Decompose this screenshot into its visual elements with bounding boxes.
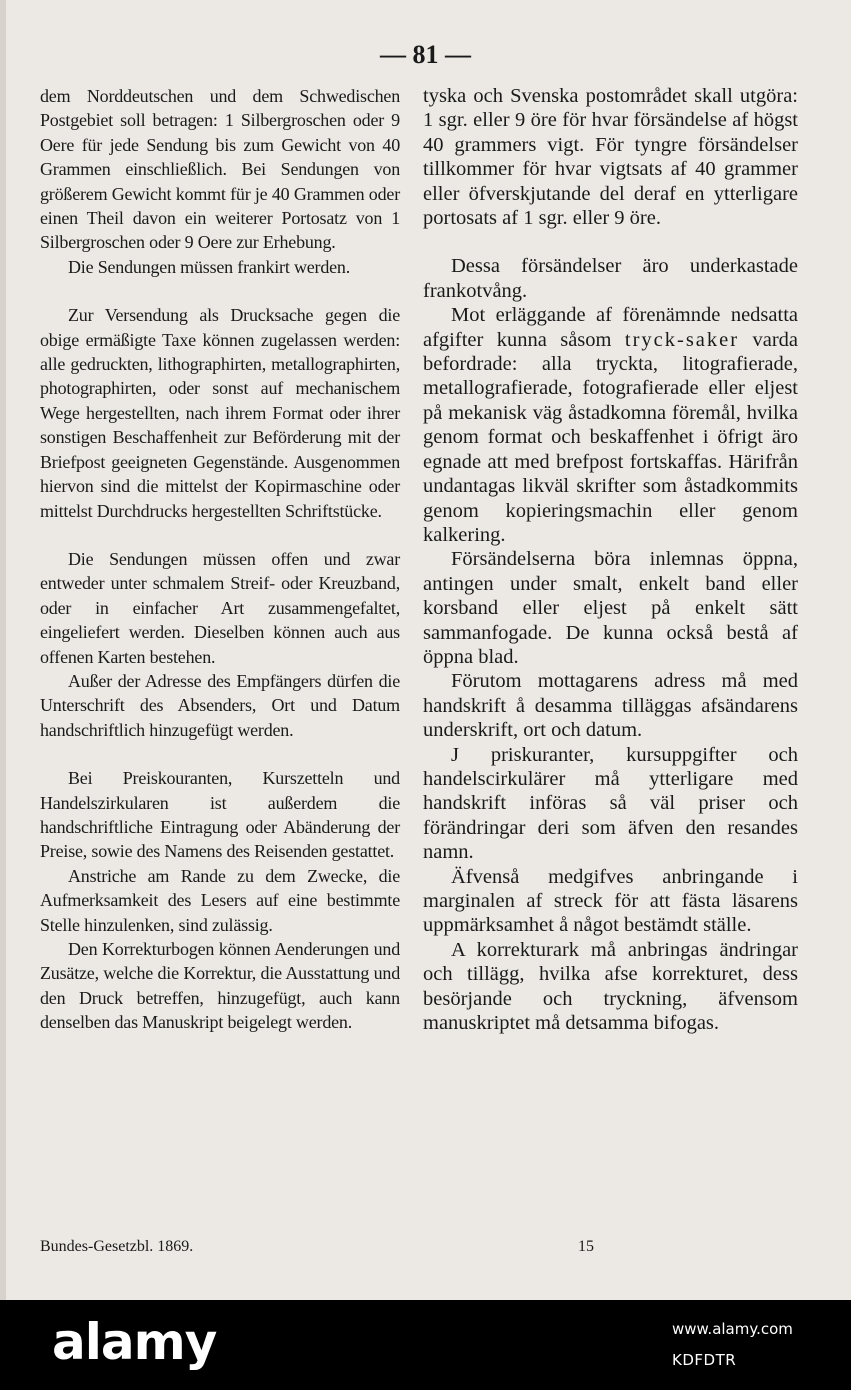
emphasized-term: tryck-saker (624, 328, 740, 351)
paragraph (423, 303, 798, 547)
footer-sheet-number: 15 (578, 1238, 594, 1255)
footer-source: Bundes-Gesetzbl. 1869. (40, 1238, 194, 1255)
paragraph: Dessa försändelser äro underkastade frankotvång. (423, 255, 798, 302)
paragraph: Anstriche am Rande zu dem Zwecke, die Aufmerksamkeit des Lesers auf eine bestimmte Stelle hinzulenken, sind zulässig. (40, 865, 400, 935)
watermark-logo: alamy (52, 1313, 217, 1371)
paragraph: Den Korrekturbogen können Aenderungen und Zusätze, welche die Korrektur, die Ausstattung und den Druck betreffen, hinzugefügt, auch kann denselben das Manuskript beigelegt werden. (40, 939, 400, 1033)
paragraph: Zur Versendung als Drucksache gegen die obige ermäßigte Taxe können zugelassen werden: alle gedruckten, lithographirten, metallographirten, photographirten, oder sonst auf mechanischem Wege hergestellten, nach ihrem Format oder ihrer sonstigen Beschaffenheit zur Beförderung mit der Briefpost geeigneten Gegenstände. Ausgenommen hiervon sind die mittelst der Kopirmaschine oder mittelst Durchdrucks hergestellten Schriftstücke. (40, 305, 400, 521)
watermark-url: www.alamy.com (672, 1320, 793, 1338)
left-column-german (40, 84, 400, 1035)
page-edge-shadow (0, 0, 6, 1300)
paragraph: Förutom mottagarens adress må med handskrift å desamma tilläggas afsändarens underskrift, ort och datum. (423, 670, 798, 742)
paragraph: Die Sendungen müssen offen und zwar entweder unter schmalem Streif- oder Kreuzband, oder in einfacher Art zusammengefaltet, eingeliefert werden. Dieselben können auch aus offenen Karten bestehen. (40, 548, 400, 667)
paragraph: A korrekturark må anbringas ändringar och tillägg, hvilka afse korrekturet, dess besörjande och tryckning, äfvensom manuskriptet må detsamma bifogas. (423, 938, 798, 1035)
paragraph: tyska och Svenska postområdet skall utgöra: 1 sgr. eller 9 öre för hvar försändelse af högst 40 grammers vigt. För tyngre försändelser tillkommer för hvar vigtsats af 40 grammer eller öfverskjutande del deraf en ytterligare portosats af 1 sgr. eller 9 öre. (423, 85, 798, 230)
paragraph-text: varda befordrade: alla tryckta, litografierade, metallografierade, fotografierade eller eljest på mekanisk väg åstadkomna föremål, hvilka genom format och beskaffenhet i öfrigt äro egnade att med brefpost fortskaffas. Härifrån undantagas likväl skrifter som åstadkommits genom kopieringsmachin eller genom kalkering. (423, 328, 799, 546)
paragraph-text: Mot erläggande af förenämnde nedsatta afgifter kunna såsom (423, 304, 798, 351)
page-number: — 81 — (380, 40, 471, 69)
right-column-swedish (423, 84, 798, 1035)
paragraph: Äfvenså medgifves anbringande i marginalen af streck för att fästa läsarens uppmärksamhet å något bestämdt ställe. (423, 865, 798, 937)
paragraph: Außer der Adresse des Empfängers dürfen die Unterschrift des Absenders, Ort und Datum handschriftlich hinzugefügt werden. (40, 670, 400, 740)
paragraph: Försändelserna böra inlemnas öppna, antingen under smalt, enkelt band eller korsband eller eljest på enkelt sätt sammanfogade. De kunna också bestå af öppna blad. (423, 548, 798, 668)
paragraph: dem Norddeutschen und dem Schwedischen Postgebiet soll betragen: 1 Silbergroschen oder 9 Oere für jede Sendung bis zum Gewicht von 40 Grammen einschließlich. Bei Sendungen von größerem Gewicht kommt für je 40 Grammen oder einen Theil davon ein weiterer Portosatz von 1 Silbergroschen oder 9 Oere zur Erhebung. (40, 86, 400, 253)
paragraph: Bei Preiskouranten, Kurszetteln und Handelszirkularen ist außerdem die handschriftliche Eintragung oder Abänderung der Preise, sowie des Namens des Reisenden gestattet. (40, 768, 400, 862)
paragraph: J priskuranter, kursuppgifter och handelscirkulärer må ytterligare med handskrift införas så väl priser och förändringar deri som äfven den resandes namn. (423, 743, 798, 864)
watermark-image-id: KDFDTR (672, 1351, 737, 1369)
paragraph: Die Sendungen müssen frankirt werden. (68, 256, 351, 277)
